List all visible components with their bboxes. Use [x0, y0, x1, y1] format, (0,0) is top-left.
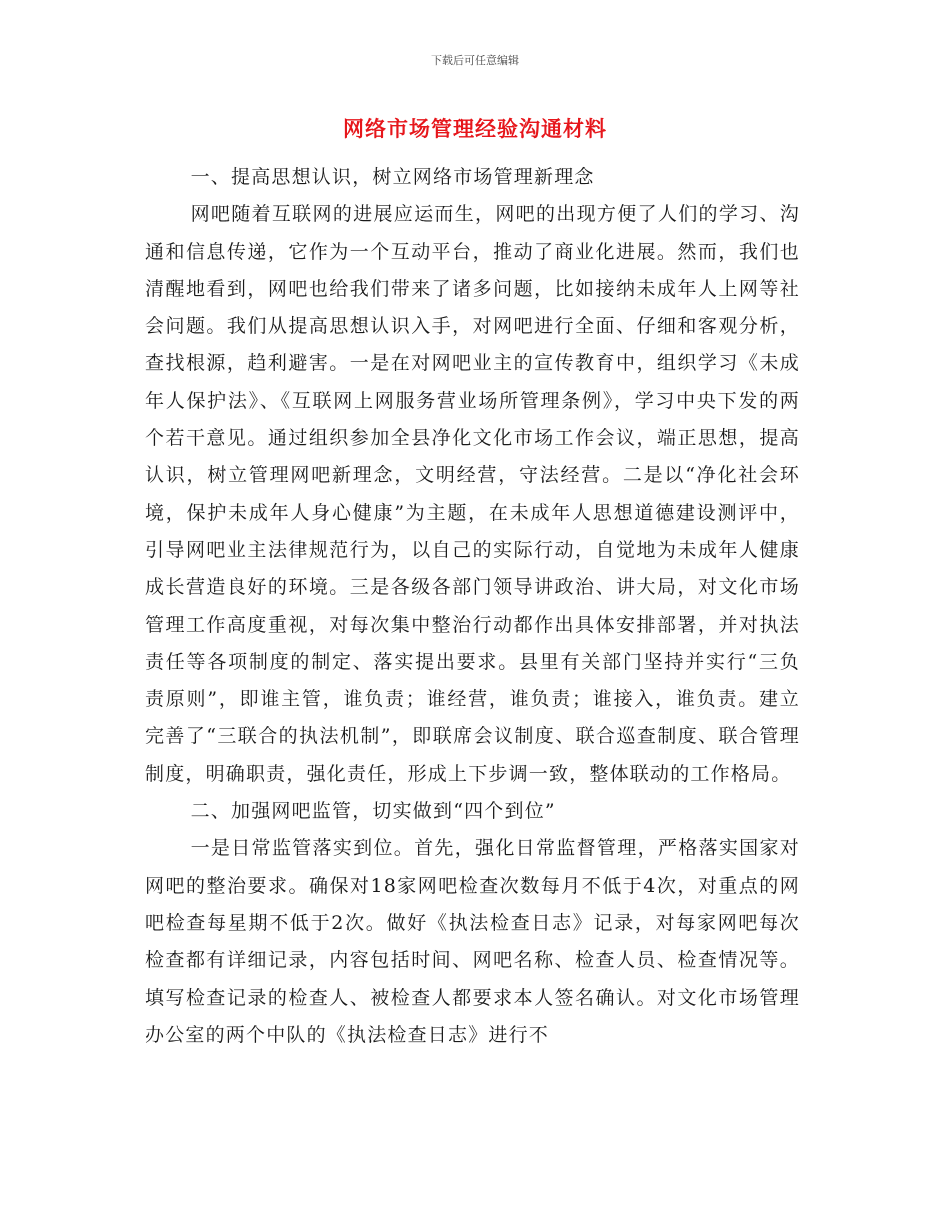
document-title: 网络市场管理经验沟通材料 — [343, 117, 607, 141]
section-heading-2: 二、加强网吧监管，切实做到“四个到位” — [190, 800, 556, 823]
document-body — [145, 159, 800, 1054]
body-paragraph-2: 一是日常监管落实到位。首先，强化日常监督管理，严格落实国家对网吧的整治要求。确保对18家网吧检查次数每月不低于4次，对重点的网吧检查每星期不低于2次。做好《执法检查日志》记录，对每家网吧每次检查都有详细记录，内容包括时间、网吧名称、检查人员、检查情况等。填写检查记录的检查人、被检查人都要求本人签名确认。对文化市场管理办公室的两个中队的《执法检查日志》进行不 — [145, 837, 800, 1046]
body-paragraph-1: 网吧随着互联网的进展应运而生，网吧的出现方便了人们的学习、沟通和信息传递，它作为一个互动平台，推动了商业化进展。然而，我们也清醒地看到，网吧也给我们带来了诸多问题，比如接纳未成年人上网等社会问题。我们从提高思想认识入手，对网吧进行全面、仔细和客观分析，查找根源，趋利避害。一是在对网吧业主的宣传教育中，组织学习《未成年人保护法》、《互联网上网服务营业场所管理条例》，学习中央下发的两个若干意见。通过组织参加全县净化文化市场工作会议，端正思想，提高认识，树立管理网吧新理念，文明经营，守法经营。二是以“净化社会环境，保护未成年人身心健康”为主题，在未成年人思想道德建设测评中，引导网吧业主法律规范行为，以自己的实际行动，自觉地为未成年人健康成长营造良好的环境。三是各级各部门领导讲政治、讲大局，对文化市场管理工作高度重视，对每次集中整治行动都作出具体安排部署，并对执法责任等各项制度的制定、落实提出要求。县里有关部门坚持并实行“三负责原则”，即谁主管，谁负责；谁经营，谁负责；谁接入，谁负责。建立完善了“三联合的执法机制”，即联席会议制度、联合巡查制度、联合管理制度，明确职责，强化责任，形成上下步调一致，整体联动的工作格局。 — [145, 203, 800, 785]
page-header-note: 下载后可任意编辑 — [431, 54, 519, 67]
section-heading-1: 一、提高思想认识，树立网络市场管理新理念 — [190, 166, 595, 188]
